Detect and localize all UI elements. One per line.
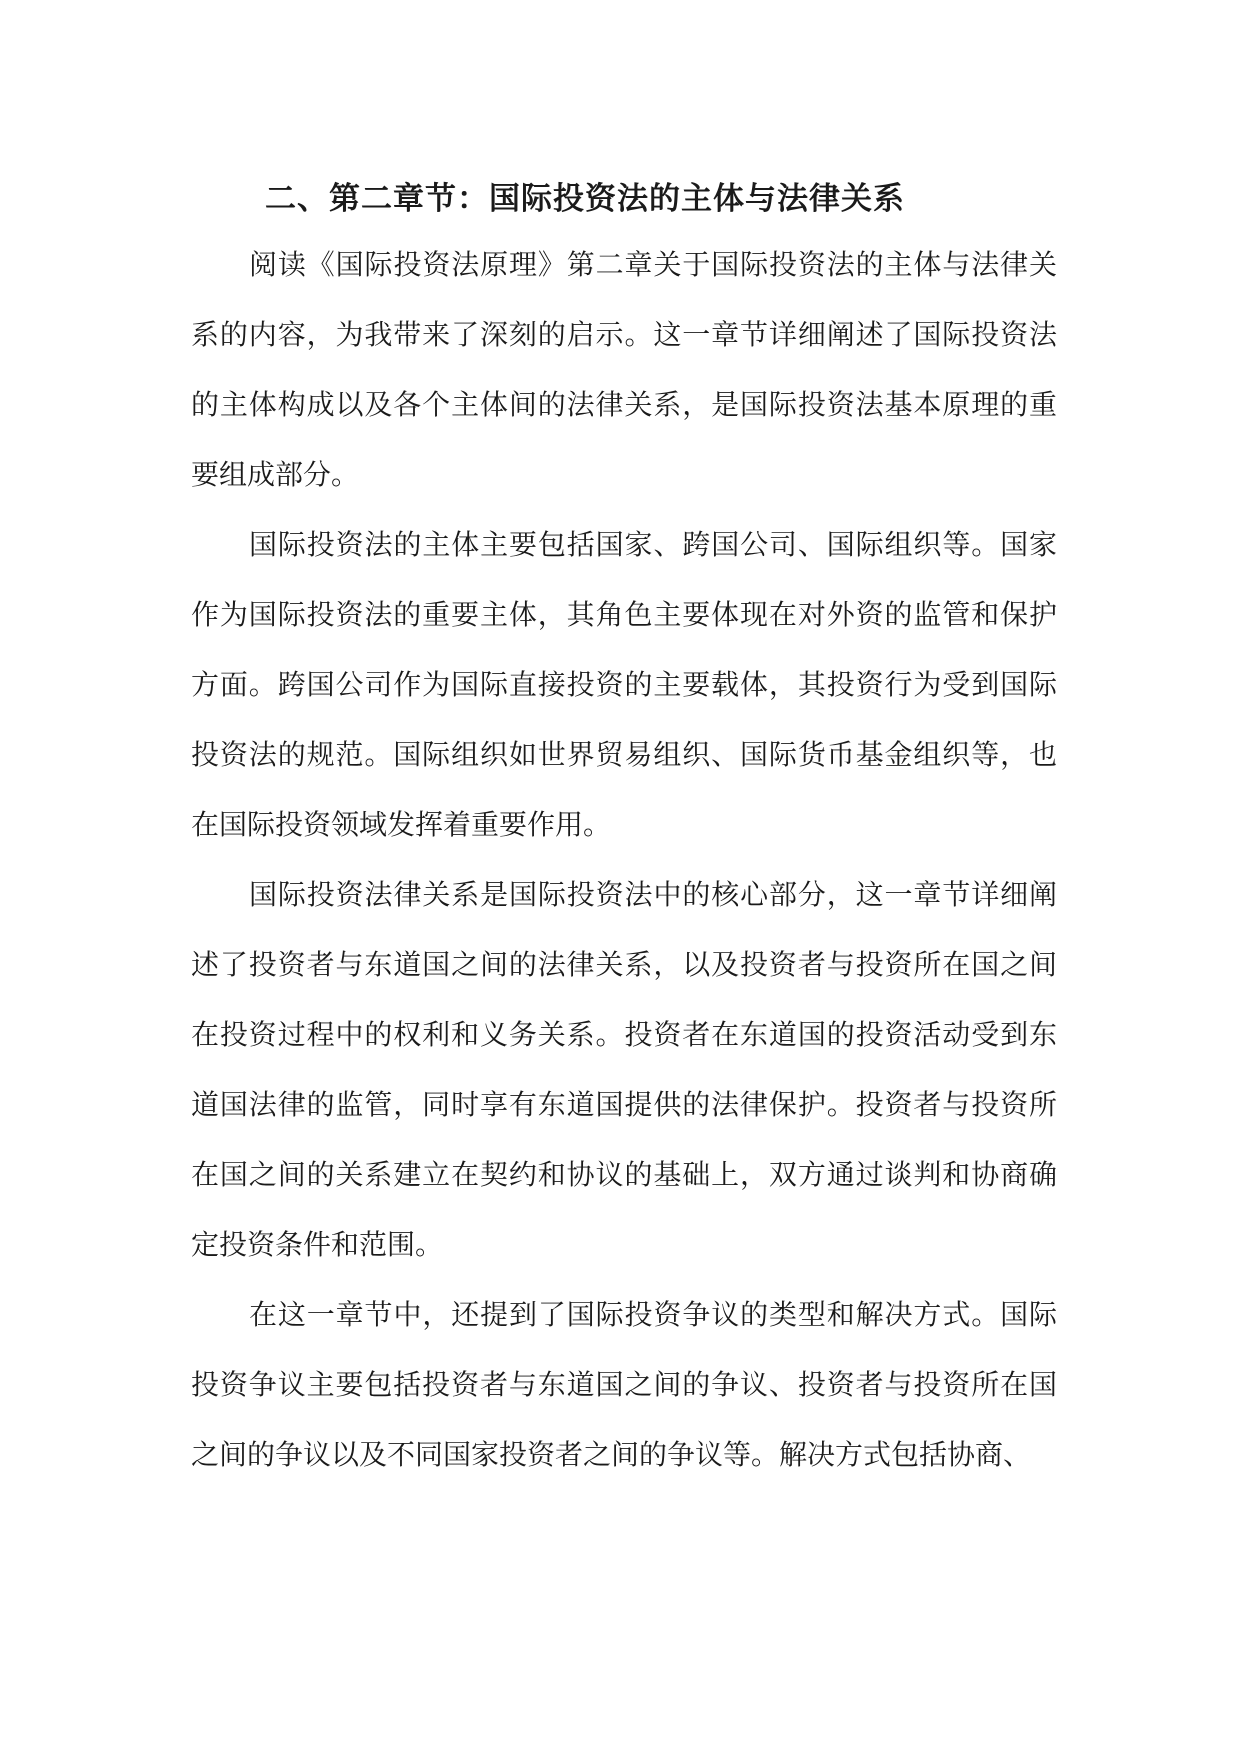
paragraph-3: 国际投资法律关系是国际投资法中的核心部分，这一章节详细阐述了投资者与东道国之间的法律关系，以及投资者与投资所在国之间在投资过程中的权利和义务关系。投资者在东道国的投资活动受到东道国法律的监管，同时享有东道国提供的法律保护。投资者与投资所在国之间的关系建立在契约和协议的基础上，双方通过谈判和协商确定投资条件和范围。 bbox=[191, 878, 1057, 1261]
paragraph-4: 在这一章节中，还提到了国际投资争议的类型和解决方式。国际投资争议主要包括投资者与东道国之间的争议、投资者与投资所在国之间的争议以及不同国家投资者之间的争议等。解决方式包括协商、 bbox=[191, 1298, 1057, 1471]
paragraph-2: 国际投资法的主体主要包括国家、跨国公司、国际组织等。国家作为国际投资法的重要主体，其角色主要体现在对外资的监管和保护方面。跨国公司作为国际直接投资的主要载体，其投资行为受到国际投资法的规范。国际组织如世界贸易组织、国际货币基金组织等，也在国际投资领域发挥着重要作用。 bbox=[191, 528, 1057, 841]
section-heading: 二、第二章节：国际投资法的主体与法律关系 bbox=[265, 180, 905, 217]
paragraph-1: 阅读《国际投资法原理》第二章关于国际投资法的主体与法律关系的内容，为我带来了深刻的启示。这一章节详细阐述了国际投资法的主体构成以及各个主体间的法律关系，是国际投资法基本原理的重要组成部分。 bbox=[191, 248, 1057, 491]
body-text bbox=[191, 230, 1057, 1490]
